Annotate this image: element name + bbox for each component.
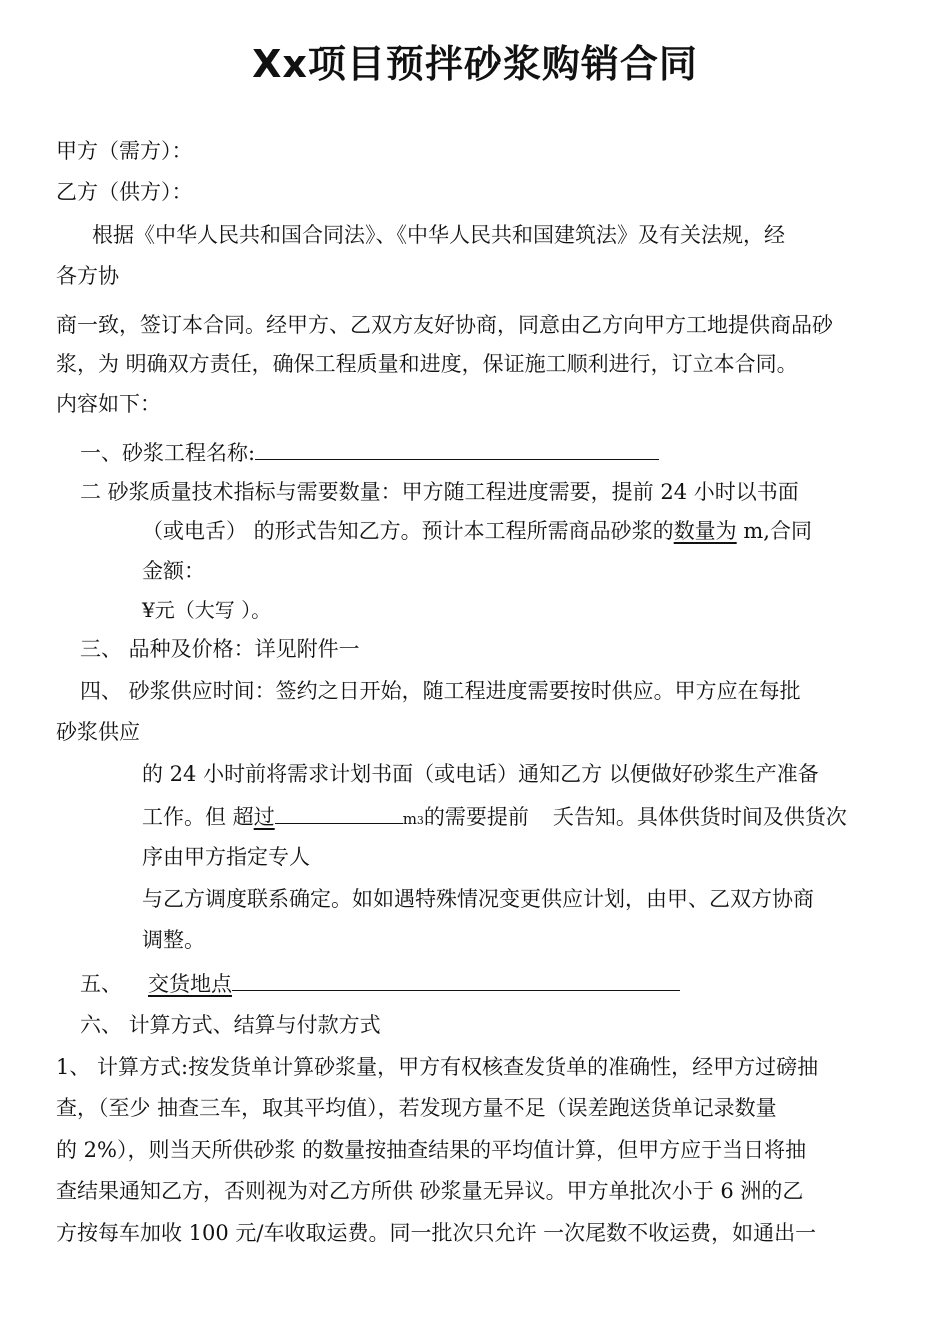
section-2-unit: m,合同 (736, 519, 812, 543)
delivery-location-label: 交货地点 (148, 972, 232, 996)
intro-line-1: 根据《中华人民共和国合同法》、《中华人民共和国建筑法》及有关法规，经 (92, 223, 785, 247)
section-6-1-line-3: 的 2%），则当天所供砂浆 的数量按抽查结果的平均值计算，但甲方应于当日将抽 (56, 1138, 807, 1162)
section-4-text-b: 的需要提前 (423, 805, 529, 829)
intro-line-3: 商一致，签订本合同。经甲方、乙双方友好协商，同意由乙方向甲方工地提供商品砂 (56, 313, 833, 337)
section-2-line-3: 金额： (142, 559, 205, 583)
exceed-underlined: 过 (253, 805, 275, 829)
section-2-line-4: ¥元（大写 ）。 (142, 598, 272, 622)
intro-line-4: 浆，为 明确双方责任，确保工程质量和进度，保证施工顺利进行，订立本合同。 (56, 352, 798, 376)
section-4-line-1: 四、 砂浆供应时间：签约之日开始，随工程进度需要按时供应。甲方应在每批 (80, 679, 801, 703)
quantity-underlined: 数量为 (673, 519, 737, 543)
section-4-line-2: 砂浆供应 (56, 720, 140, 744)
document-title: Xx项目预拌砂浆购销合同 (252, 42, 698, 86)
section-1-project-name (80, 437, 659, 468)
delivery-location-blank (232, 968, 680, 991)
unit-cubed: 3 (416, 814, 424, 827)
section-4-line-7: 调整。 (142, 928, 205, 952)
section-4-text-a: 工作。但 超 (142, 805, 254, 829)
section-2-line-1: 二 砂浆质量技术指标与需要数量：甲方随工程进度需要，提前 24 小时以书面 (80, 480, 799, 504)
section-2-text: （或电舌） 的形式告知乙方。预计本工程所需商品砂浆的 (142, 519, 674, 543)
section-6-1-line-1: 1、 计算方式:按发货单计算砂浆量，甲方有权核查发货单的准确性，经甲方过磅抽 (56, 1055, 819, 1079)
intro-line-2: 各方协 (56, 264, 119, 288)
section-6-1-line-5: 方按每车加收 100 元/车收取运费。同一批次只允许 一次尾数不收运费，如通出一 (56, 1221, 817, 1245)
section-4-line-4 (142, 801, 847, 836)
section-5-number: 五、 (80, 972, 122, 996)
party-a-line: 甲方（需方）： (56, 139, 193, 163)
section-5-line (80, 968, 680, 999)
section-4-line-5: 序由甲方指定专人 (142, 845, 310, 869)
section-1-label: 一、砂浆工程名称: (80, 441, 256, 465)
section-3-line: 三、 品种及价格：详见附件一 (80, 637, 360, 661)
section-4-text-c: 夭告知。具体供货时间及供货次 (552, 805, 847, 829)
project-name-blank (255, 437, 659, 460)
unit-m: m (402, 810, 417, 828)
section-4-line-3: 的 24 小时前将需求计划书面（或电话）通知乙方 以便做好砂浆生产准备 (142, 762, 819, 786)
section-6-line: 六、 计算方式、结算与付款方式 (80, 1013, 381, 1037)
section-6-1-line-4: 查结果通知乙方，否则视为对乙方所供 砂浆量无异议。甲方单批次小于 6 洲的乙 (56, 1179, 804, 1203)
section-4-line-6: 与乙方调度联系确定。如如遇特殊情况变更供应计划，由甲、乙双方协商 (142, 887, 814, 911)
section-6-1-line-2: 查，（至少 抽查三车，取其平均值），若发现方量不足（误差跑送货单记录数量 (56, 1096, 777, 1120)
party-b-line: 乙方（供方）： (56, 180, 193, 204)
exceed-amount-blank (275, 801, 403, 824)
intro-line-5: 内容如下： (56, 392, 161, 416)
section-2-line-2 (142, 516, 812, 546)
